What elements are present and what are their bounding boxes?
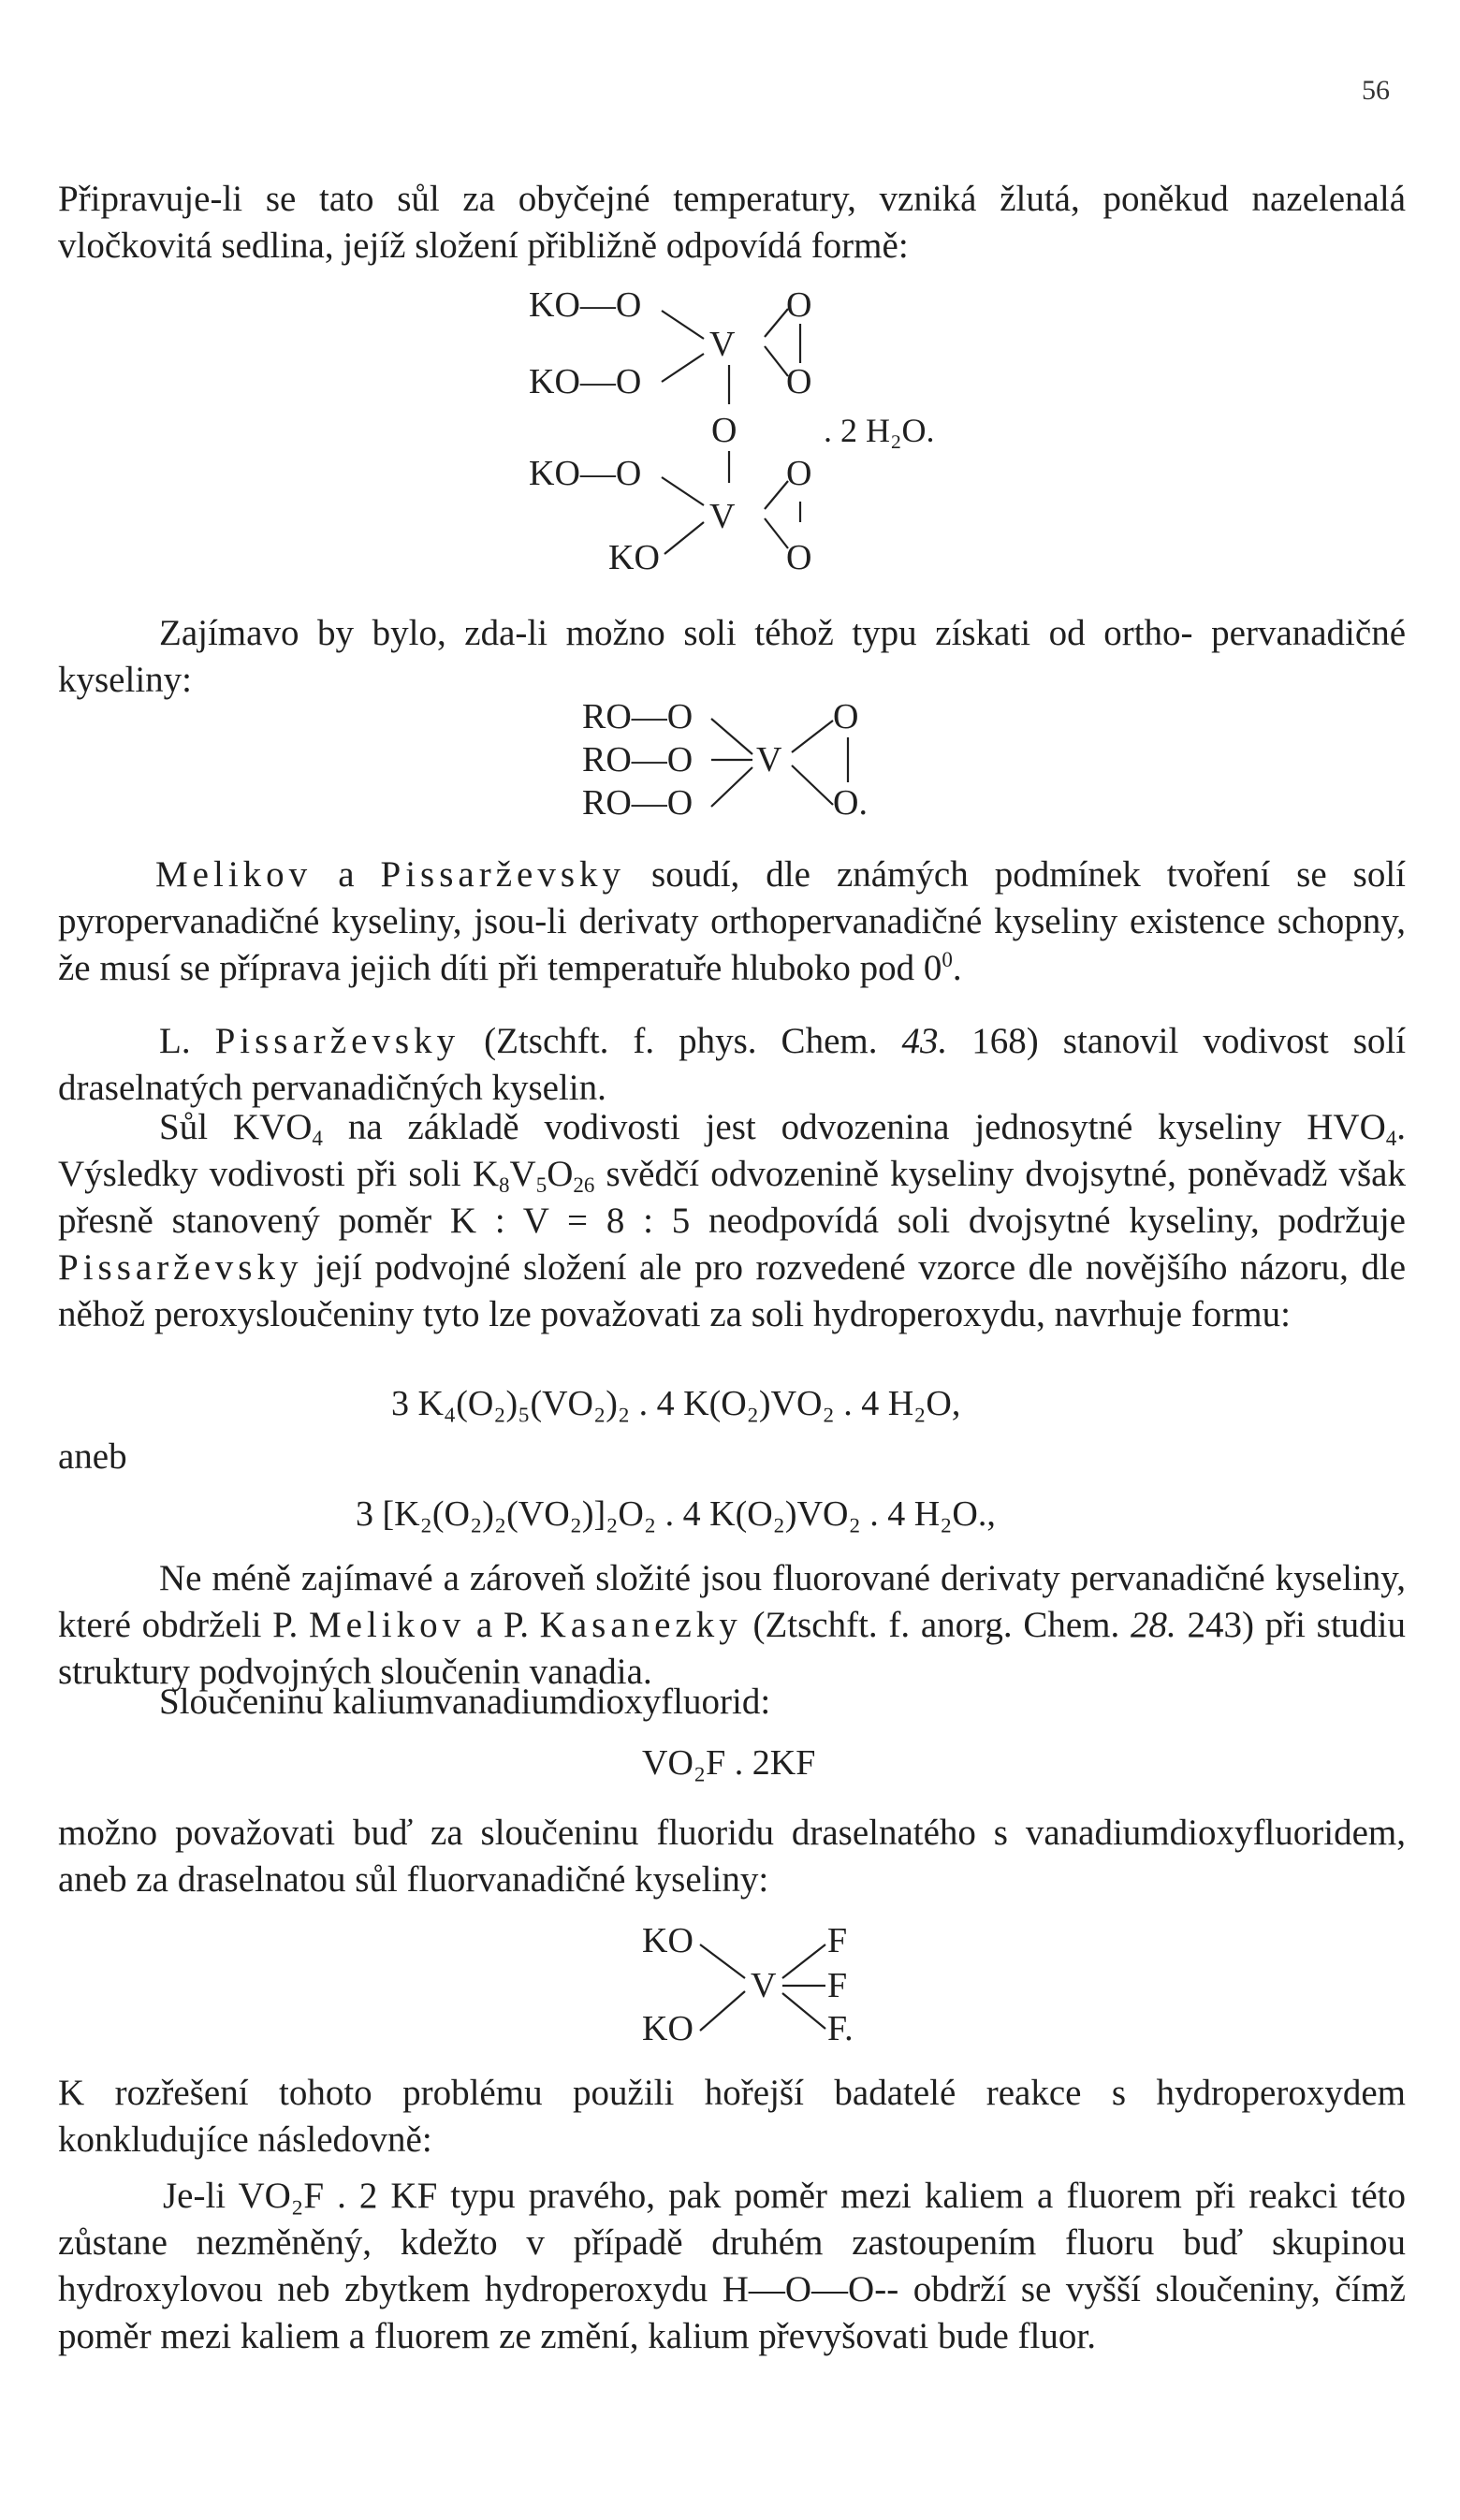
s3-v: V [751,1966,777,2005]
p6-author-melikov: Melikov [308,1605,466,1645]
s1-o-top-1: O [786,285,812,325]
paragraph-1 [58,176,1406,269]
s3-f-1: F [827,1921,848,1960]
formula-1: 3 K₄(O₂)₅(VO₂)₂ . 4 K(O₂)VO₂ . 4 H₂O, [391,1384,961,1423]
paragraph-6 [58,1555,1406,1696]
s1-o-top-2: O [786,362,812,401]
s3-f-2: F [827,1966,848,2005]
p1-line-1: Připravuje-li se tato sůl za obyčejné temperatury, vzniká žlutá, poněkud [58,179,1229,219]
s3-ko-1: KO [642,1921,694,1960]
paragraph-9: K rozřešení tohoto problému použili hořejší badatelé reakce s hydroperoxydem konkludujíce následovně: [58,2073,1406,2160]
s3-f-3: F. [827,2009,854,2048]
s2-o-2: O. [833,783,868,823]
s1-ko-o-2: KO—O [529,362,642,401]
p5-t1-sub: 4 [312,1127,323,1150]
s2-v: V [756,740,782,779]
page-number: 56 [1362,75,1390,106]
formula-3: VO₂F . 2KF [642,1743,816,1783]
s1-ko-o-3: KO—O [529,454,642,493]
p5-o: O [547,1154,574,1194]
p4-citation: (Ztschft. f. phys. Chem. [484,1021,878,1061]
p6-author-kasanezky: Kasanezky [539,1605,742,1645]
s1-ko-o-1: KO—O [529,285,642,325]
s1-v-top: V [709,325,736,364]
author-pissarzevsky: Pissarževsky [380,854,625,895]
p6-t3: (Ztschft. f. anorg. Chem. [752,1605,1120,1645]
s2-o-1: O [833,697,859,736]
paragraph-3 [58,852,1406,992]
p3-and: a [338,854,355,895]
p5-o-sub: 26 [573,1173,595,1197]
s1-ko-4: KO [608,538,660,577]
p10-text: Je-li VO₂F . 2 KF typu pravého, pak poměr mezi kaliem a fluorem při reakci této zůstane nezměněný, kdežto v případě druhém zastoupením fluoru buď skupinou hydroxylovou neb zbytkem hydroperoxydu H—O—O-- obdrží se vyšší sloučeniny, čímž poměr mezi kaliem a fluorem ze změní, kalium převyšovati bude fluor. [58,2176,1406,2356]
degree-sup: 0 [942,948,953,971]
p5-k-sub: 8 [499,1173,510,1197]
structural-formula-3 [640,1920,883,2051]
p4-text: 168) stanovil vodivost solí draselnatých pervanadičných kyselin. [58,1021,1407,1108]
structural-formula-2 [580,696,898,827]
paragraph-7 [58,1679,1406,1726]
p4-lead: L. [159,1021,191,1061]
p3-text: soudí, dle známých podmínek tvoření se solí pyropervanadičné kyseliny, jsou-li derivaty orthopervanadičné kyseliny existence schopny, že musí se příprava jejich díti při temperatuře hluboko pod 0 [58,854,1407,988]
paragraph-8: možno považovati buď za sloučeninu fluoridu draselnatého s vanadiumdioxyfluoridem, aneb za draselnatou sůl fluorvanadičné kyseliny: [58,1813,1406,1900]
p5-t1: Sůl KVO [159,1107,313,1147]
p6-t4: 243) při studiu struktury podvojných sloučenin vanadia. [58,1605,1406,1692]
s2-ro-o-2: RO—O [582,740,694,779]
s2-ro-o-3: RO—O [582,783,694,823]
p5-v-sub: 5 [535,1173,548,1197]
p6-volume: 28. [1130,1605,1176,1645]
p5-t5: její podvojné složení ale pro rozvedené vzorce dle novějšího názoru, dle něhož peroxysloučeniny tyto lze považovati za soli hydroperoxydu, navrhuje formu: [58,1247,1407,1334]
p6-t1: Ne méně zajímavé a zároveň složité jsou fluorované derivaty pervanadičné kyseliny, které obdrželi P. [58,1558,1406,1645]
paragraph-10 [58,2173,1406,2360]
p2-line-2: pervanadičné kyseliny: [58,613,1407,700]
structural-formula-1 [524,277,992,586]
p3-end: . [952,948,962,988]
p4-volume: 43. [901,1021,948,1061]
s1-o-middle: O [711,411,737,450]
p5-t3: . Výsledky vodivosti při soli K [58,1107,1406,1194]
paragraph-4 [58,1018,1406,1112]
p7-text: Sloučeninu kaliumvanadiumdioxyfluorid: [159,1682,771,1722]
p5-author: Pissarževsky [58,1247,303,1288]
s2-ro-o-1: RO—O [582,697,694,736]
s1-water: . 2 H₂O. [824,412,935,449]
s1-o-bottom-1: O [786,454,812,493]
formula-2: 3 [K₂(O₂)₂(VO₂)]₂O₂ . 4 K(O₂)VO₂ . 4 H₂O., [356,1494,996,1534]
p4-author: Pissarževsky [214,1021,460,1061]
p2-line-1: Zajímavo by bylo, zda-li možno soli téhož typu získati od ortho- [159,613,1193,653]
p5-t4: svědčí odvozenině kyseliny dvojsytné, poněvadž však přesně stanovený poměr K : V = 8 : 5 neodpovídá soli dvojsytné kyseliny, podržuje [58,1154,1406,1241]
s1-o-bottom-2: O [786,538,812,577]
s3-ko-2: KO [642,2009,694,2048]
aneb-label: aneb [58,1436,127,1477]
paragraph-5 [58,1104,1406,1338]
p5-t2: na základě vodivosti jest odvozenina jednosytné kyseliny HVO [347,1107,1386,1147]
p6-t2: a P. [475,1605,529,1645]
author-melikov: Melikov [155,854,313,895]
s1-v-bottom: V [709,497,736,536]
p1-line-2: nazelenalá vločkovitá sedlina, jejíž složení přibližně odpovídá formě: [58,179,1407,266]
p5-v: V [509,1154,536,1194]
p5-t2-sub: 4 [1385,1127,1397,1150]
paragraph-2 [58,610,1406,704]
